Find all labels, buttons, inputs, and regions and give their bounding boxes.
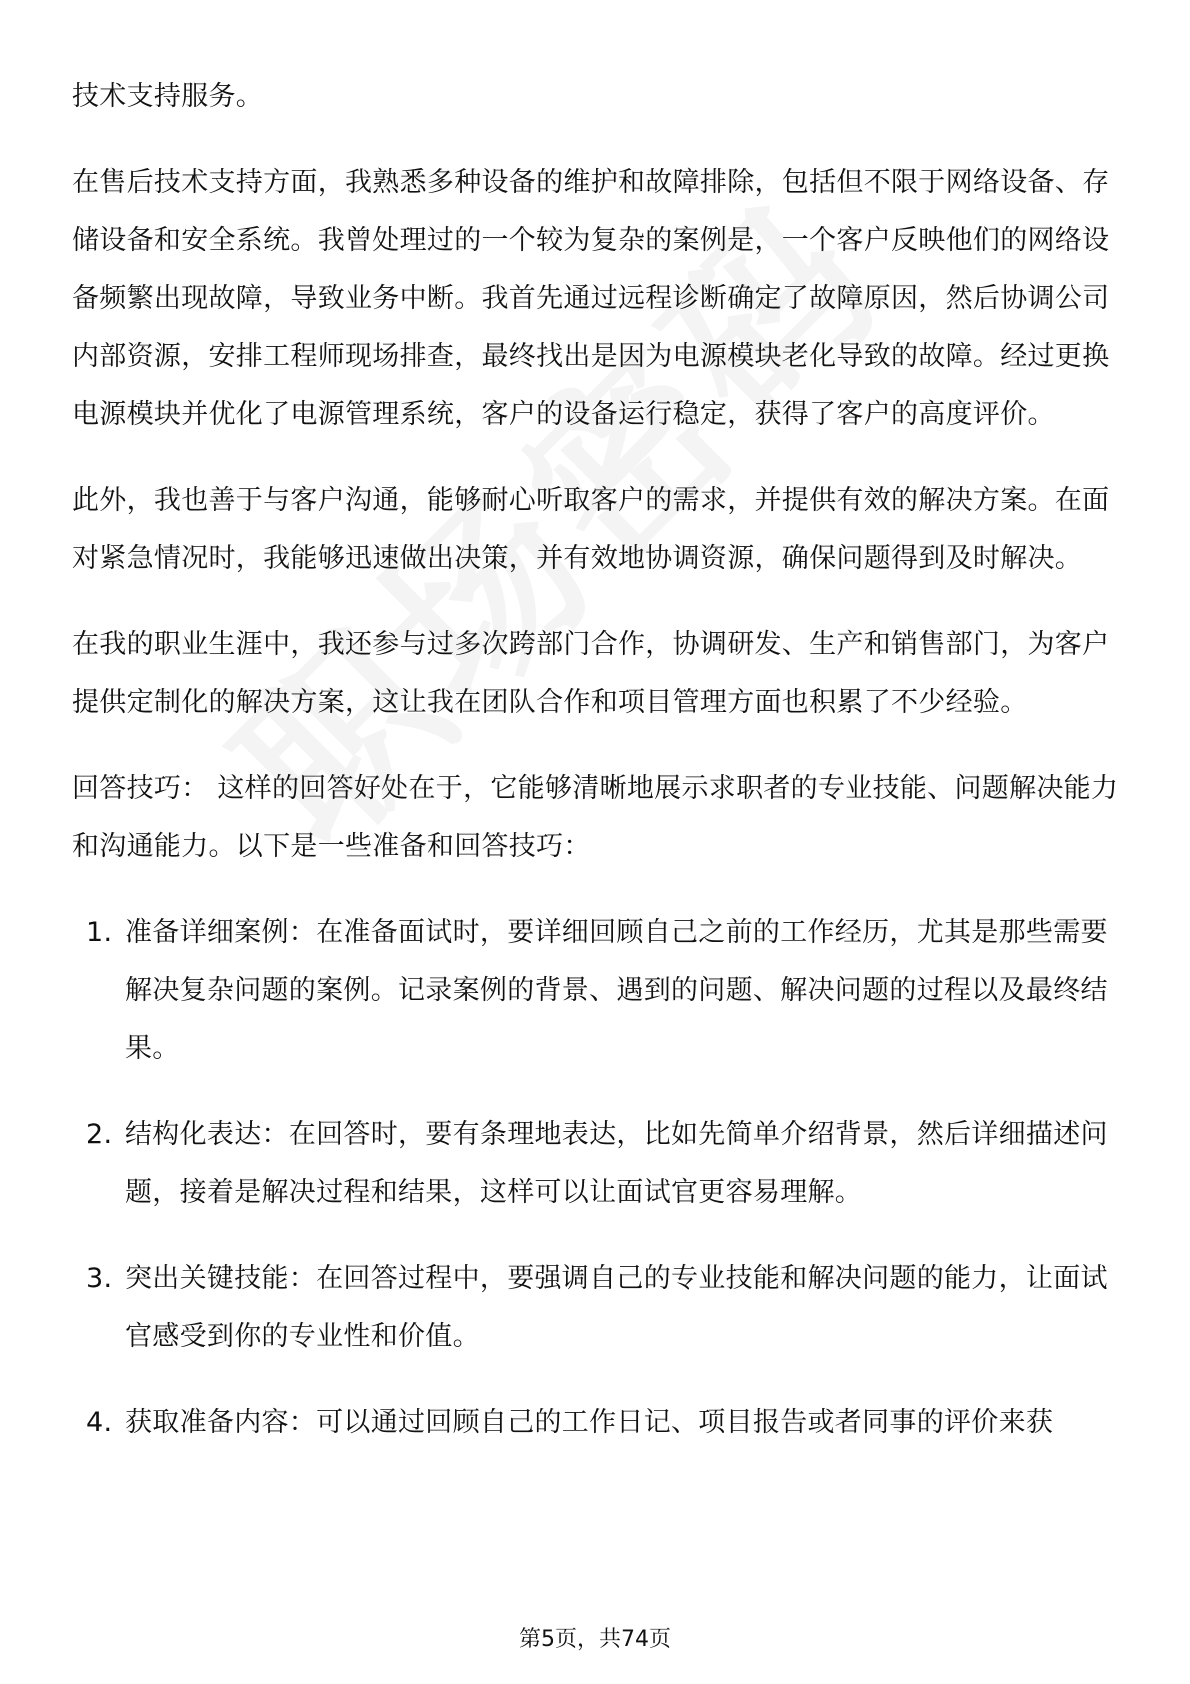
paragraph-after-sales-support: 在售后技术支持方面，我熟悉多种设备的维护和故障排除，包括但不限于网络设备、存储设备和安全系统。我曾处理过的一个较为复杂的案例是，一个客户反映他们的网络设备频繁出现故障，导致业务中断。我首先通过远程诊断确定了故障原因，然后协调公司内部资源，安排工程师现场排查，最终找出是因为电源模块老化导致的故障。经过更换电源模块并优化了电源管理系统，客户的设备运行稳定，获得了客户的高度评价。 bbox=[72, 167, 1110, 430]
list-item-text: 准备详细案例：在准备面试时，要详细回顾自己之前的工作经历，尤其是那些需要解决复杂问题的案例。记录案例的背景、遇到的问题、解决问题的过程以及最终结果。 bbox=[125, 917, 1108, 1064]
list-number: 4. bbox=[86, 1407, 113, 1438]
list-number: 1. bbox=[86, 917, 113, 948]
list-item bbox=[72, 1394, 1124, 1452]
list-item-text: 获取准备内容：可以通过回顾自己的工作日记、项目报告或者同事的评价来获 bbox=[125, 1407, 1054, 1438]
paragraph-answer-tips: 回答技巧： 这样的回答好处在于，它能够清晰地展示求职者的专业技能、问题解决能力和沟通能力。以下是一些准备和回答技巧： bbox=[72, 773, 1119, 862]
paragraph-continuation: 技术支持服务。 bbox=[72, 81, 264, 112]
paragraph-cross-department: 在我的职业生涯中，我还参与过多次跨部门合作，协调研发、生产和销售部门，为客户提供定制化的解决方案，这让我在团队合作和项目管理方面也积累了不少经验。 bbox=[72, 629, 1110, 718]
document-body bbox=[72, 68, 1124, 1480]
list-item bbox=[72, 1106, 1124, 1222]
list-number: 3. bbox=[86, 1263, 113, 1294]
list-item bbox=[72, 904, 1124, 1078]
tips-list bbox=[72, 904, 1124, 1452]
list-item-text: 突出关键技能：在回答过程中，要强调自己的专业技能和解决问题的能力，让面试官感受到你的专业性和价值。 bbox=[125, 1263, 1108, 1352]
page-footer: 第5页，共74页 bbox=[519, 1627, 671, 1652]
list-item bbox=[72, 1250, 1124, 1366]
paragraph-communication: 此外，我也善于与客户沟通，能够耐心听取客户的需求，并提供有效的解决方案。在面对紧急情况时，我能够迅速做出决策，并有效地协调资源，确保问题得到及时解决。 bbox=[72, 485, 1110, 574]
list-number: 2. bbox=[86, 1119, 113, 1150]
list-item-text: 结构化表达：在回答时，要有条理地表达，比如先简单介绍背景，然后详细描述问题，接着是解决过程和结果，这样可以让面试官更容易理解。 bbox=[125, 1119, 1108, 1208]
